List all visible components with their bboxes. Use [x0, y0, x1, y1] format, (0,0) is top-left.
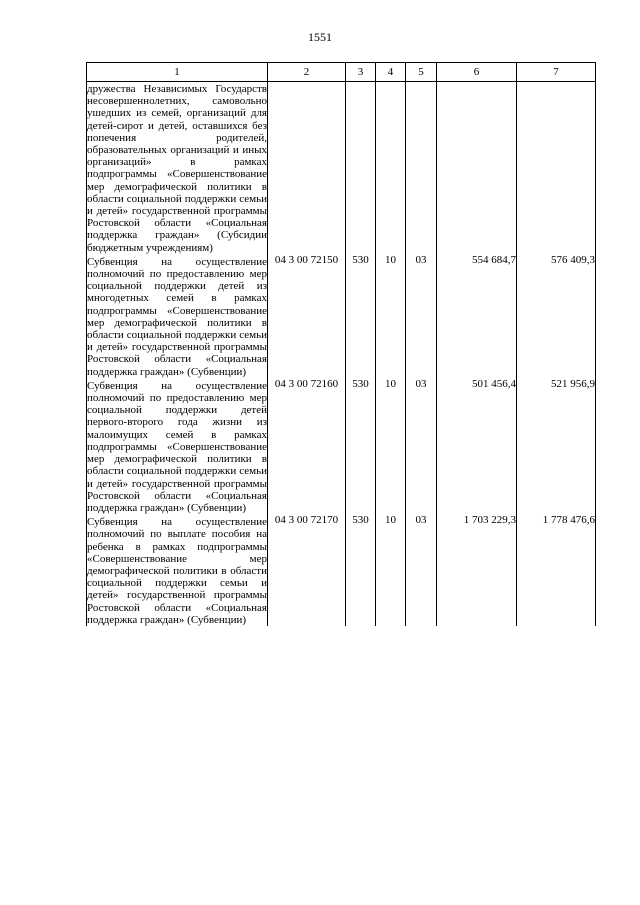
- amount-year-1: [437, 82, 517, 254]
- column-header: 1: [87, 63, 268, 82]
- column-header: 7: [517, 63, 596, 82]
- row-description: Субвенция на осуществление полномочий по выплате пособия на ребенка в рамках подпрограммы «Совершенствование мер демографической политики в области социальной поддержки семьи и детей» государственной программы Ростовской области «Социальная поддержка граждан» (Субвенции): [87, 516, 267, 626]
- amount-year-2: 1 778 476,6: [517, 514, 596, 626]
- amount-year-2: [517, 82, 596, 254]
- table-header-row: [87, 63, 596, 82]
- expense-type: 530: [346, 254, 376, 378]
- column-header: 4: [376, 63, 406, 82]
- amount-year-1: 1 703 229,3: [437, 514, 517, 626]
- subsection: 03: [406, 514, 437, 626]
- column-header: 5: [406, 63, 437, 82]
- table-row: [87, 514, 596, 626]
- budget-table: [86, 62, 596, 626]
- column-header: 6: [437, 63, 517, 82]
- section: 10: [376, 378, 406, 514]
- section: 10: [376, 254, 406, 378]
- amount-year-1: 554 684,7: [437, 254, 517, 378]
- target-article-code: [268, 82, 346, 254]
- page-number: 1551: [308, 30, 332, 44]
- subsection: [406, 82, 437, 254]
- target-article-code: 04 3 00 72160: [268, 378, 346, 514]
- row-description: дружества Независимых Государств несовершеннолетних, самовольно ушедших из семей, организаций для детей-сирот и детей, оставшихся без попечения родителей, образовательных организаций и иных организаций» в рамках подпрограммы «Совершенствование мер демографической политики в области социальной поддержки семьи и детей» государственной программы Ростовской области «Социальная поддержка граждан» (Субсидии бюджетным учреждениям): [87, 83, 267, 254]
- expense-type: 530: [346, 378, 376, 514]
- amount-year-1: 501 456,4: [437, 378, 517, 514]
- table-row: [87, 378, 596, 514]
- subsection: 03: [406, 254, 437, 378]
- target-article-code: 04 3 00 72150: [268, 254, 346, 378]
- expense-type: [346, 82, 376, 254]
- section: 10: [376, 514, 406, 626]
- amount-year-2: 576 409,3: [517, 254, 596, 378]
- section: [376, 82, 406, 254]
- amount-year-2: 521 956,9: [517, 378, 596, 514]
- table-row: [87, 82, 596, 254]
- subsection: 03: [406, 378, 437, 514]
- row-description: Субвенция на осуществление полномочий по предоставлению мер социальной поддержки детей первого-второго года жизни из малоимущих семей в рамках подпрограммы «Совершенствование мер демографической политики в области социальной поддержки семьи и детей» государственной программы Ростовской области «Социальная поддержка граждан» (Субвенции): [87, 379, 267, 514]
- target-article-code: 04 3 00 72170: [268, 514, 346, 626]
- table-row: [87, 254, 596, 378]
- column-header: 3: [346, 63, 376, 82]
- row-description: Субвенция на осуществление полномочий по предоставлению мер социальной поддержки детей из многодетных семей в рамках подпрограммы «Совершенствование мер демографической политики в области социальной поддержки семьи и детей» государственной программы Ростовской области «Социальная поддержка граждан» (Субвенции): [87, 255, 267, 378]
- column-header: 2: [268, 63, 346, 82]
- expense-type: 530: [346, 514, 376, 626]
